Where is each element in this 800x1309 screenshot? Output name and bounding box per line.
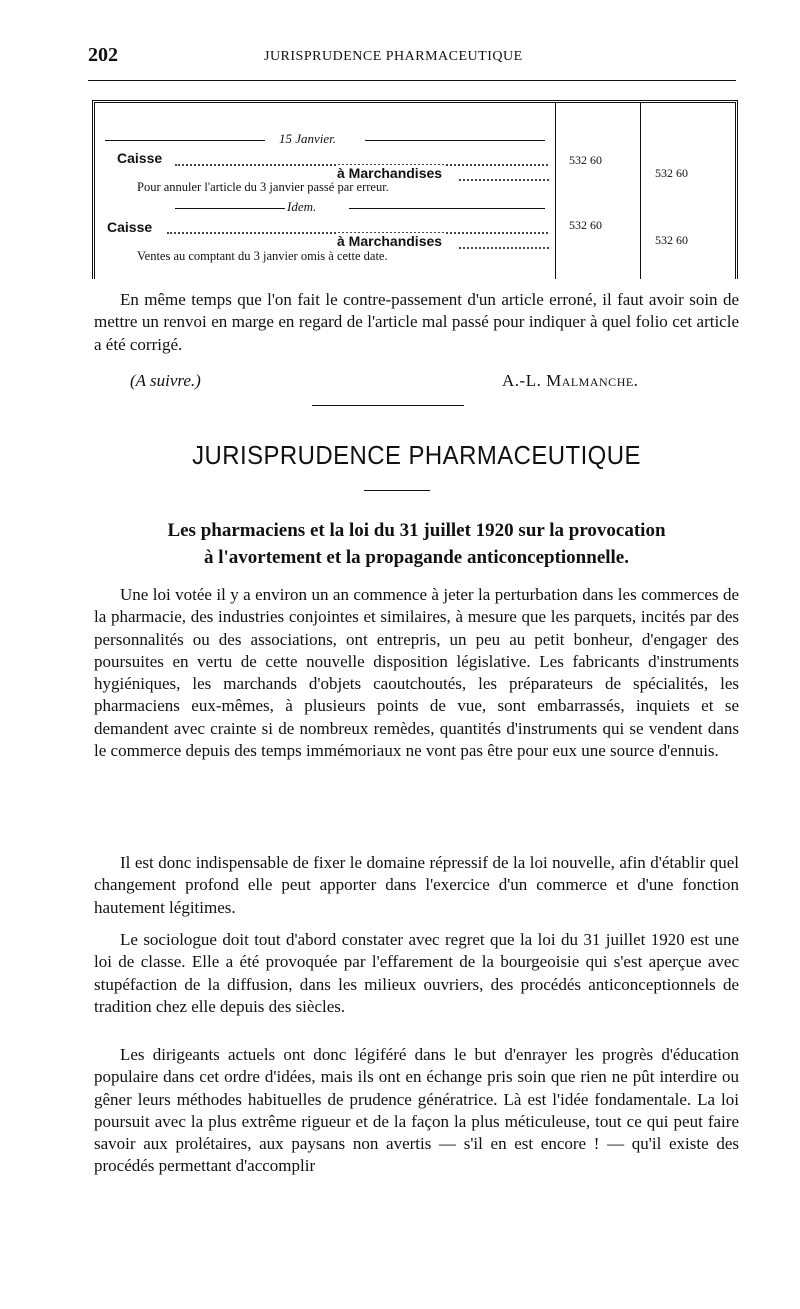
- body-paragraph: Les dirigeants actuels ont donc légiféré dans le but d'enrayer les progrès d'éducation populaire dans cet ordre d'idées, mais ils ont en échange pris soin que rien ne pût interdire ou gêner leurs méthodes habituelles de prudence génératrice. Là est l'idée fondamentale. La loi poursuit avec la plus extrême rigueur et de la façon la plus méticuleuse, tout ce qui peut faire savoir aux prolétaires, aux paysans non avertis — s'il en est encore ! — qu'il existe des procédés permettant d'accomplir: [94, 1045, 739, 1176]
- ledger-entry-note: Ventes au comptant du 3 janvier omis à cette date.: [137, 249, 388, 263]
- ledger-credit-account: à Marchandises: [337, 165, 446, 181]
- body-paragraph: Le sociologue doit tout d'abord constater avec regret que la loi du 31 juillet 1920 est une loi de classe. Elle a été provoquée par l'effarement de la bourgeoisie qui s'est aperçue avec stupéfaction de la diffusion, dans les milieux ouvriers, des procédés anticonceptionnels de tradition chez elle depuis des siècles.: [94, 930, 739, 1016]
- ledger-credit-amount: 532 60: [655, 233, 688, 247]
- section-title: JURISPRUDENCE PHARMACEUTIQUE: [192, 440, 641, 470]
- ledger-date-rule: [175, 208, 285, 209]
- ledger-debit-account: Caisse: [107, 219, 153, 235]
- ledger-table: [92, 100, 738, 279]
- ledger-entry-date: Idem.: [287, 199, 317, 214]
- ledger-entry-date: 15 Janvier.: [279, 131, 337, 146]
- ledger-debit-account: Caisse: [117, 150, 163, 166]
- ledger-debit-amount: 532 60: [569, 218, 602, 232]
- author-signature: A.-L. Malmanche.: [502, 371, 639, 390]
- intro-paragraph: En même temps que l'on fait le contre-passement d'un article erroné, il faut avoir soin de mettre un renvoi en marge en regard de l'article mal passé pour indiquer à quel folio cet article a été corrigé.: [94, 290, 739, 354]
- ledger-column-divider: [555, 103, 556, 279]
- separator-rule: [312, 405, 464, 406]
- ledger-leader-dots: [459, 247, 549, 249]
- running-title: JURISPRUDENCE PHARMACEUTIQUE: [264, 49, 523, 64]
- title-underline-rule: [364, 490, 430, 491]
- page-number: 202: [88, 44, 118, 66]
- body-paragraph: Il est donc indispensable de fixer le domaine répressif de la loi nouvelle, afin d'établir quel changement profond elle peut apporter dans l'exercice d'un commerce et d'une fonction hautement légitimes.: [94, 853, 739, 917]
- to-be-continued: (A suivre.): [130, 371, 201, 390]
- header-rule: [88, 80, 736, 81]
- ledger-debit-amount: 532 60: [569, 153, 602, 167]
- ledger-credit-amount: 532 60: [655, 166, 688, 180]
- ledger-date-rule: [105, 140, 265, 141]
- ledger-leader-dots: [459, 179, 549, 181]
- subtitle-line: à l'avortement et la propagande anticonceptionnelle.: [203, 547, 629, 568]
- ledger-entry-note: Pour annuler l'article du 3 janvier passé par erreur.: [137, 180, 389, 194]
- ledger-credit-account: à Marchandises: [337, 233, 446, 249]
- page-header: [88, 44, 736, 74]
- article-subtitle: [94, 517, 739, 571]
- subtitle-line: Les pharmaciens et la loi du 31 juillet 1920 sur la provocation: [167, 520, 666, 541]
- body-paragraph: Une loi votée il y a environ un an commence à jeter la perturbation dans les commerces de la pharmacie, des industries conjointes et similaires, à mesure que les parquets, incités par des personnalités ou des associations, ont entrepris, un peu au petit bonheur, d'engager des poursuites en vertu de cette nouvelle disposition législative. Les fabricants d'instruments hygiéniques, les marchands d'objets caoutchoutés, les préparateurs de spécialités, les pharmaciens eux-mêmes, à plusieurs points de vue, sont embarrassés, inquiets et se demandent avec crainte si de nombreux remèdes, quantités d'instruments qui se vendent dans le commerce depuis des temps immémoriaux ne vont pas être pour eux une source d'ennuis.: [94, 585, 739, 761]
- ledger-column-divider: [640, 103, 641, 279]
- ledger-date-rule: [365, 140, 545, 141]
- ledger-date-rule: [349, 208, 545, 209]
